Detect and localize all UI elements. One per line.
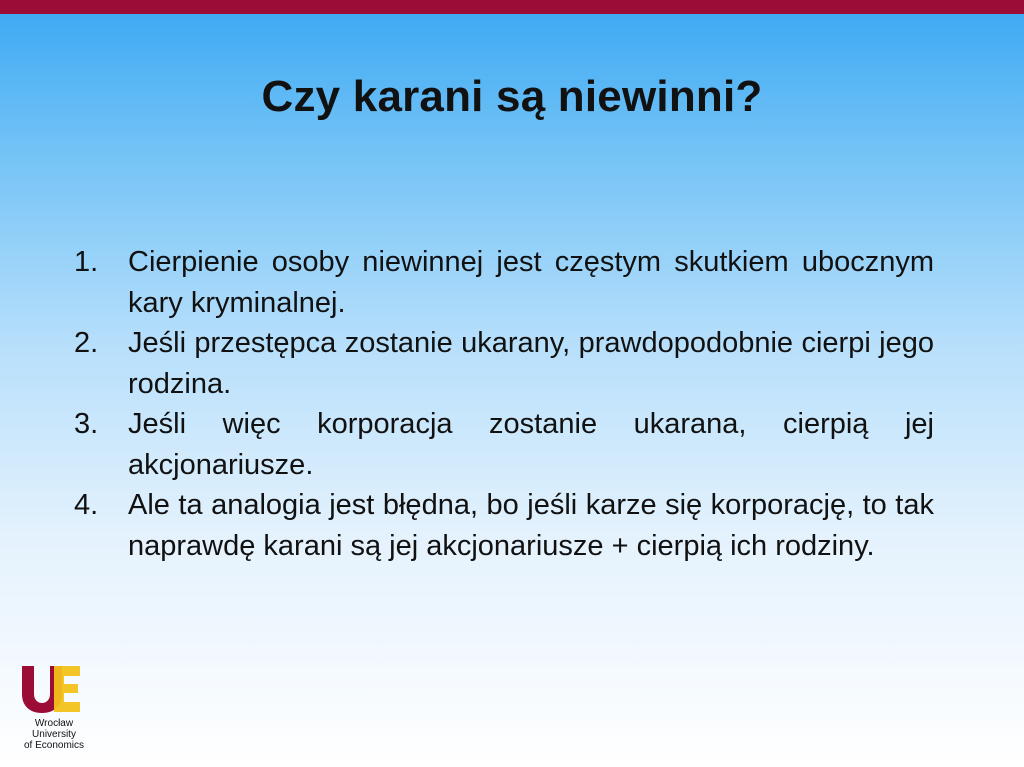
list-item — [74, 323, 934, 404]
list-item-number: 3. — [74, 408, 99, 440]
numbered-list — [74, 242, 934, 566]
list-item — [74, 242, 934, 323]
list-item-text: Cierpienie osoby niewinnej jest częstym skutkiem ubocznym kary kryminalnej. — [128, 246, 934, 319]
list-item-text: Jeśli więc korporacja zostanie ukarana, cierpią jej akcjonariusze. — [128, 408, 934, 481]
list-item-number: 4. — [74, 489, 99, 521]
logo-line-2: University — [32, 729, 76, 740]
logo-line-1: Wrocław — [34, 718, 74, 729]
logo-line-3: of Economics — [23, 740, 85, 751]
list-item — [74, 404, 934, 485]
top-accent-bar — [0, 0, 1024, 14]
slide-title: Czy karani są niewinni? — [261, 72, 763, 121]
ue-logo-icon — [20, 662, 82, 714]
list-item-text: Jeśli przestępca zostanie ukarany, prawdopodobnie cierpi jego rodzina. — [128, 327, 934, 400]
list-item-number: 1. — [74, 246, 99, 278]
list-item-number: 2. — [74, 327, 99, 359]
list-item-text: Ale ta analogia jest błędna, bo jeśli karze się korporację, to tak naprawdę karani są jej akcjonariusze + cierpią ich rodziny. — [128, 489, 934, 562]
list-item — [74, 485, 934, 566]
university-logo — [20, 662, 88, 757]
logo-caption — [20, 718, 88, 751]
